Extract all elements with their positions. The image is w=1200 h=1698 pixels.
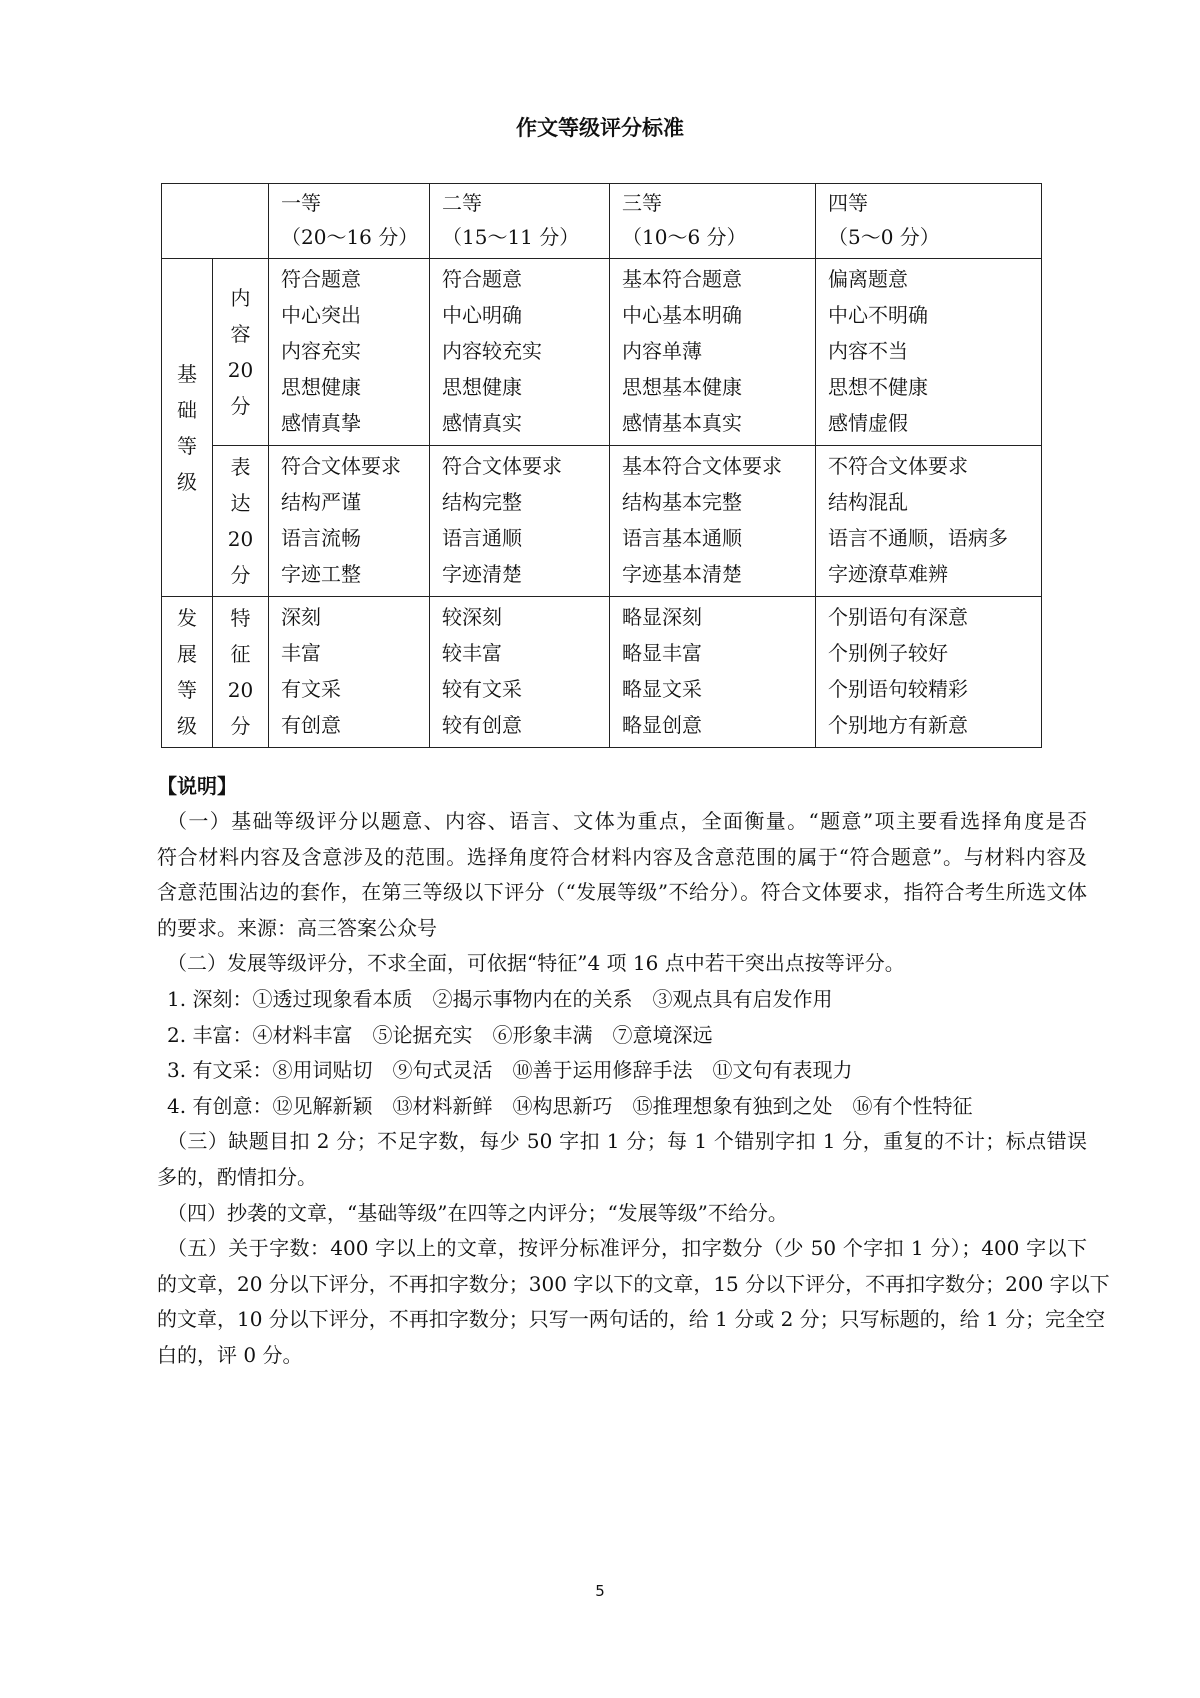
text-line: 白的，评 0 分。 xyxy=(157,1342,303,1367)
criterion: 中心基本明确 xyxy=(622,303,742,327)
criterion: 偏离题意 xyxy=(828,267,908,291)
text-line: （三）缺题目扣 2 分；不足字数，每少 50 字扣 1 分；每 1 个错别字扣 1 分，重复的不计；标点错误 xyxy=(167,1129,1087,1154)
paragraph-3 xyxy=(157,1124,1087,1195)
text-line: 的文章，10 分以下评分，不再扣字数分；只写一两句话的，给 1 分或 2 分；只写标题的，给 1 分；完全空 xyxy=(157,1307,1106,1332)
label-char: 分 xyxy=(230,394,251,418)
grade-header-1 xyxy=(269,184,430,259)
label-char: 分 xyxy=(230,563,251,587)
criterion: 不符合文体要求 xyxy=(828,454,968,478)
criterion: 个别语句较精彩 xyxy=(828,677,968,701)
grade-header-4 xyxy=(816,184,1042,259)
criterion: 基本符合文体要求 xyxy=(622,454,782,478)
label-char: 特 xyxy=(230,606,251,630)
criterion: 感情真挚 xyxy=(281,411,361,435)
feature-cell-grade-4 xyxy=(816,597,1042,748)
label-char: 发 xyxy=(177,606,197,630)
criterion: 深刻 xyxy=(281,605,321,629)
expression-cell-grade-4 xyxy=(816,446,1042,597)
criterion: 字迹清楚 xyxy=(442,562,522,586)
grade-name: 三等 xyxy=(622,191,662,215)
page-number: 5 xyxy=(595,1582,605,1600)
label-char: 展 xyxy=(177,642,197,666)
criterion: 语言基本通顺 xyxy=(622,526,742,550)
criterion: 略显丰富 xyxy=(622,641,702,665)
text-line: 的要求。来源：高三答案公众号 xyxy=(157,915,437,940)
criterion: 较有文采 xyxy=(442,677,522,701)
label-char: 基 xyxy=(177,361,197,386)
criterion: 思想基本健康 xyxy=(622,375,742,399)
criterion: 符合题意 xyxy=(281,267,361,291)
paragraph-2: （二）发展等级评分，不求全面，可依据“特征”4 项 16 点中若干突出点按等评分。 xyxy=(167,951,905,976)
paragraph-1 xyxy=(157,804,1087,946)
content-label xyxy=(213,259,269,446)
criterion: 语言不通顺，语病多 xyxy=(828,526,1008,550)
text-line: 的文章，20 分以下评分，不再扣字数分；300 字以下的文章，15 分以下评分，不再扣字数分；200 字以下 xyxy=(157,1271,1110,1296)
feature-cell-grade-1 xyxy=(269,597,430,748)
list-item: 2. 丰富：④材料丰富 ⑤论据充实 ⑥形象丰满 ⑦意境深远 xyxy=(167,1022,713,1047)
criterion: 略显深刻 xyxy=(622,605,702,629)
grade-header-2 xyxy=(430,184,610,259)
feature-cell-grade-3 xyxy=(610,597,816,748)
criterion: 较丰富 xyxy=(442,641,502,665)
grade-range: （5～0 分） xyxy=(828,225,940,249)
feature-row xyxy=(162,597,1042,748)
criterion: 字迹工整 xyxy=(281,562,361,586)
criterion: 结构混乱 xyxy=(828,490,908,514)
grade-name: 一等 xyxy=(281,191,321,215)
content-cell-grade-3 xyxy=(610,259,816,446)
criterion: 感情真实 xyxy=(442,411,522,435)
label-char: 等 xyxy=(177,678,197,702)
criterion: 内容单薄 xyxy=(622,339,702,363)
criterion: 内容不当 xyxy=(828,339,908,363)
label-char: 等 xyxy=(177,433,197,458)
criterion: 符合文体要求 xyxy=(442,454,562,478)
criterion: 思想健康 xyxy=(281,375,361,399)
criterion: 结构严谨 xyxy=(281,490,361,514)
criterion: 较有创意 xyxy=(442,713,522,737)
list-item: 1. 深刻：①透过现象看本质 ②揭示事物内在的关系 ③观点具有启发作用 xyxy=(167,986,833,1011)
criterion: 思想不健康 xyxy=(828,375,928,399)
text-line: 符合材料内容及含意涉及的范围。选择角度符合材料内容及含意范围的属于“符合题意”。与材料内容及 xyxy=(157,844,1087,869)
page-title: 作文等级评分标准 xyxy=(516,116,684,140)
label-char: 达 xyxy=(230,491,251,515)
criterion: 略显创意 xyxy=(622,713,702,737)
explanation-heading: 【说明】 xyxy=(157,774,237,798)
criterion: 内容充实 xyxy=(281,339,361,363)
feature-cell-grade-2 xyxy=(430,597,610,748)
label-char: 20 xyxy=(227,358,254,382)
criterion: 中心不明确 xyxy=(828,303,928,327)
criterion: 语言通顺 xyxy=(442,526,522,550)
criterion: 符合题意 xyxy=(442,267,522,291)
content-row xyxy=(162,259,1042,446)
list-item: 4. 有创意：⑫见解新颖 ⑬材料新鲜 ⑭构思新巧 ⑮推理想象有独到之处 ⑯有个性特征 xyxy=(167,1093,973,1118)
criterion: 略显文采 xyxy=(622,677,702,701)
table-header-row xyxy=(162,184,1042,259)
text-line: （五）关于字数：400 字以上的文章，按评分标准评分，扣字数分（少 50 个字扣 1 分）；400 字以下 xyxy=(167,1236,1087,1261)
grade-range: （10～6 分） xyxy=(622,225,747,249)
criterion: 字迹基本清楚 xyxy=(622,562,742,586)
text-line: （一）基础等级评分以题意、内容、语言、文体为重点，全面衡量。“题意”项主要看选择角度是否 xyxy=(167,809,1087,833)
criterion: 有创意 xyxy=(281,713,341,737)
criterion: 个别地方有新意 xyxy=(828,713,968,737)
label-char: 容 xyxy=(230,322,251,346)
feature-items xyxy=(157,982,1087,1124)
grade-header-3 xyxy=(610,184,816,259)
criterion: 基本符合题意 xyxy=(622,267,742,291)
grading-table xyxy=(161,183,1042,748)
text-line: 含意范围沾边的套作，在第三等级以下评分（“发展等级”不给分）。符合文体要求，指符合考生所选文体 xyxy=(157,880,1087,905)
label-char: 表 xyxy=(230,455,251,479)
criterion: 感情虚假 xyxy=(828,411,908,435)
label-char: 础 xyxy=(177,397,197,422)
label-char: 分 xyxy=(230,714,251,738)
text-line: 多的，酌情扣分。 xyxy=(157,1164,317,1189)
explanation-section xyxy=(157,768,1110,1374)
basic-level-label xyxy=(162,259,213,597)
grade-range: （15～11 分） xyxy=(442,225,580,249)
expression-cell-grade-3 xyxy=(610,446,816,597)
expression-cell-grade-1 xyxy=(269,446,430,597)
criterion: 较深刻 xyxy=(442,605,502,629)
criterion: 思想健康 xyxy=(442,375,522,399)
criterion: 结构基本完整 xyxy=(622,490,742,514)
content-cell-grade-4 xyxy=(816,259,1042,446)
development-level-label xyxy=(162,597,213,748)
expression-row xyxy=(162,446,1042,597)
criterion: 有文采 xyxy=(281,677,341,701)
paragraph-5 xyxy=(157,1231,1110,1373)
criterion: 内容较充实 xyxy=(442,339,542,363)
label-char: 征 xyxy=(230,642,251,666)
label-char: 级 xyxy=(177,714,197,738)
label-char: 内 xyxy=(230,286,251,310)
label-char: 20 xyxy=(227,527,254,551)
criterion: 个别例子较好 xyxy=(828,641,948,665)
criterion: 丰富 xyxy=(281,641,321,665)
list-item: 3. 有文采：⑧用词贴切 ⑨句式灵活 ⑩善于运用修辞手法 ⑪文句有表现力 xyxy=(167,1058,853,1083)
grade-name: 四等 xyxy=(828,191,868,215)
grade-range: （20～16 分） xyxy=(281,225,419,249)
criterion: 中心明确 xyxy=(442,303,522,327)
label-char: 级 xyxy=(177,469,197,494)
criterion: 结构完整 xyxy=(442,490,522,514)
criterion: 字迹潦草难辨 xyxy=(828,562,948,586)
paragraph-4: （四）抄袭的文章，“基础等级”在四等之内评分；“发展等级”不给分。 xyxy=(167,1200,788,1225)
header-corner-cell xyxy=(162,184,269,259)
expression-cell-grade-2 xyxy=(430,446,610,597)
criterion: 感情基本真实 xyxy=(622,411,742,435)
criterion: 语言流畅 xyxy=(281,526,361,550)
feature-label xyxy=(213,597,269,748)
criterion: 中心突出 xyxy=(281,303,361,327)
criterion: 个别语句有深意 xyxy=(828,605,968,629)
content-cell-grade-1 xyxy=(269,259,430,446)
grade-name: 二等 xyxy=(442,191,482,215)
content-cell-grade-2 xyxy=(430,259,610,446)
expression-label xyxy=(213,446,269,597)
criterion: 符合文体要求 xyxy=(281,454,401,478)
label-char: 20 xyxy=(227,678,254,702)
